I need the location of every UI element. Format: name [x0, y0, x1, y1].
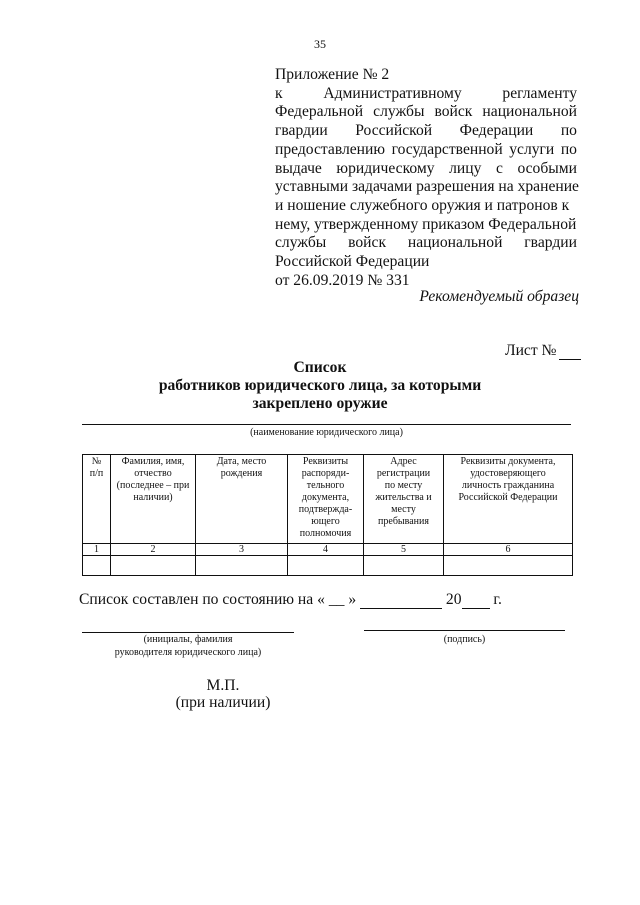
org-name-caption: (наименование юридического лица) — [250, 427, 403, 438]
header-cell-address: Адрес регистрации по месту жительства и месту пребывания — [364, 455, 444, 544]
appendix-line: Федеральной службы войск национальной — [275, 103, 577, 121]
appendix-line: предоставлению государственной услуги по — [275, 140, 577, 158]
appendix-line: выдаче юридическому лицу с особыми — [275, 159, 577, 177]
table-row — [83, 556, 573, 576]
day-blank: __ — [328, 591, 345, 608]
document-title: Список — [293, 359, 347, 376]
table-cell — [444, 556, 573, 576]
appendix-line: к Административному регламенту — [275, 84, 577, 102]
sheet-label: Лист № — [505, 342, 557, 359]
table-cell — [196, 556, 288, 576]
column-number: 3 — [196, 544, 288, 556]
column-number: 4 — [288, 544, 364, 556]
column-number: 5 — [364, 544, 444, 556]
stamp-note: (при наличии) — [175, 694, 271, 711]
table-cell — [364, 556, 444, 576]
column-number: 6 — [444, 544, 573, 556]
table-cell — [83, 556, 111, 576]
document-subtitle: закреплено оружие — [252, 395, 388, 412]
name-line — [82, 632, 294, 633]
name-caption: (инициалы, фамилия руководителя юридического лица) — [114, 634, 262, 658]
appendix-line: службы войск национальной гвардии — [275, 234, 577, 252]
appendix-line: гвардии Российской Федерации по — [275, 122, 577, 140]
as-of-date-line — [79, 591, 502, 609]
header-cell-birth: Дата, место рождения — [196, 455, 288, 544]
year-blank — [462, 594, 490, 609]
table-header-row — [83, 455, 573, 544]
appendix-line: уставными задачами разрешения на хранение — [275, 178, 579, 196]
close-quote: » — [348, 591, 357, 608]
header-cell-order-details: Реквизиты распоряди- тельного документа, подтвержда- ющего полномочия — [288, 455, 364, 544]
appendix-line: и ношение служебного оружия и патронов к — [275, 196, 570, 214]
appendix-line: нему, утвержденному приказом Федеральной — [275, 215, 577, 233]
column-number: 2 — [111, 544, 196, 556]
table-cell — [288, 556, 364, 576]
sheet-number-blank — [559, 345, 581, 360]
document-subtitle: работников юридического лица, за которыми — [158, 377, 482, 394]
as-of-text: Список составлен по состоянию на « — [79, 591, 325, 608]
header-cell-full-name: Фамилия, имя, отчество (последнее – при наличии) — [111, 455, 196, 544]
year-prefix: 20 — [445, 591, 462, 608]
signature-caption: (подпись) — [443, 634, 486, 645]
org-name-line — [82, 424, 571, 425]
appendix-line: Российской Федерации — [275, 253, 430, 271]
sample-label: Рекомендуемый образец — [419, 288, 579, 305]
header-cell-id-document: Реквизиты документа, удостоверяющего личность гражданина Российской Федерации — [444, 455, 573, 544]
page-number: 35 — [314, 37, 326, 51]
sheet-number — [505, 342, 581, 360]
table-cell — [111, 556, 196, 576]
signature-line — [364, 630, 565, 631]
month-blank — [360, 594, 442, 609]
table-number-row — [83, 544, 573, 556]
appendix-block — [275, 66, 577, 290]
employees-table — [82, 454, 573, 576]
stamp-label: М.П. — [206, 677, 240, 694]
header-cell-number: № п/п — [83, 455, 111, 544]
appendix-date: от 26.09.2019 № 331 — [275, 271, 410, 289]
appendix-title: Приложение № 2 — [275, 66, 390, 83]
column-number: 1 — [83, 544, 111, 556]
year-suffix: г. — [493, 591, 502, 608]
stamp-place — [118, 677, 328, 711]
